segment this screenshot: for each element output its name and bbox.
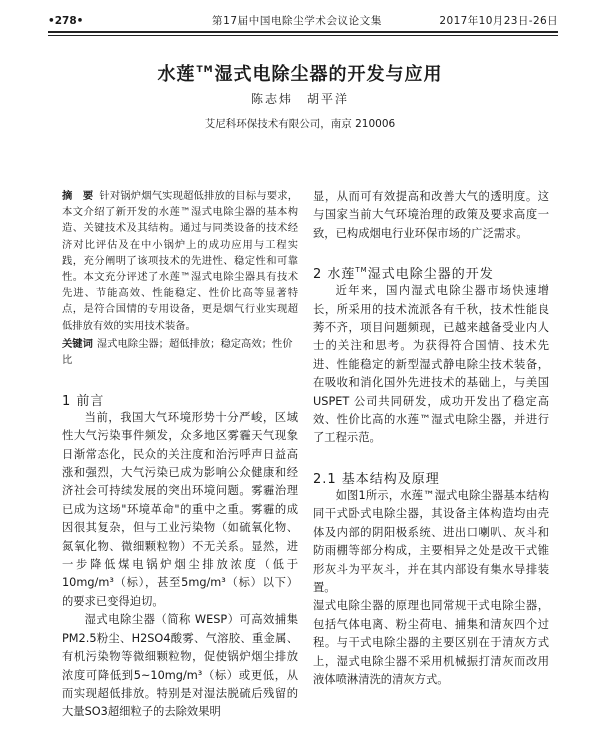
title-part-1: 水莲	[157, 64, 196, 85]
section-2-heading-part-1: 2 水莲	[313, 267, 356, 283]
abstract-label: 摘 要	[62, 190, 94, 202]
section-2-heading-part-2: 湿式电除尘器的开发	[367, 267, 494, 283]
right-column	[313, 188, 549, 689]
keywords-label: 关键词	[62, 337, 93, 350]
authors: 陈志炜 胡平洋	[250, 92, 349, 106]
header-rule-thick	[48, 31, 558, 33]
section-2-heading	[313, 263, 549, 282]
keywords	[62, 336, 298, 368]
section-2-1-heading: 2.1 基本结构及原理	[313, 471, 440, 487]
running-header	[48, 14, 558, 28]
keywords-text: 湿式电除尘器；超低排放；稳定高效；性价比	[62, 337, 293, 366]
continued-paragraph: 显，从而可有效提高和改善大气的透明度。这与国家当前大气环境治理的政策及要求高度一致，已构成烟电行业环保市场的广泛需求。	[313, 190, 549, 240]
abstract	[62, 188, 298, 334]
section-2-1-paragraph-2: 湿式电除尘器的原理也同常规干式电除尘器，包括气体电离、粉尘荷电、捕集和清灰四个过程。与干式电除尘器的主要区别在于清灰方式上，湿式电除尘器不采用机械振打清灰而改用液体喷淋清洗的清灰方式。	[313, 599, 549, 686]
article-title	[0, 60, 600, 86]
affiliation: 艾尼科环保技术有限公司，南京 210006	[204, 118, 396, 130]
section-2-1-paragraph-1: 如图1所示，水莲™湿式电除尘器基本结构同干式卧式电除尘器，其设备主体构造均由壳体及内部的阴阳极系统、进出口喇叭、灰斗和防雨棚等部分构成，主要相异之处是改干式锥形灰斗为平灰斗，并在其内部设有集水导排装置。	[313, 488, 549, 594]
conference-name: 第17届中国电除尘学术会议论文集	[212, 15, 382, 27]
abstract-text: 针对锅炉烟气实现超低排放的目标与要求，本文介绍了新开发的水莲™湿式电除尘器的基本构造、关键技术及其结构。通过与同类设备的技术经济对比评估及在中小锅炉上的成功应用与工程实践，充分阐明了该项技术的先进性、稳定性和可靠性。本文充分评述了水莲™湿式电除尘器具有技术先进、节能高效、性能稳定、性价比高等显著特点，是符合国情的专用设备，更是烟气行业实现超低排放有效的实用技术装备。	[62, 190, 299, 332]
title-part-2: 湿式电除尘器的开发与应用	[214, 64, 443, 85]
page-number: •278•	[48, 15, 84, 27]
section-2-paragraph-1: 近年来，国内湿式电除尘器市场快速增长，所采用的技术流派各有千秋，技术性能良莠不齐，项目问题频现，已越来越备受业内人士的关注和思考。为获得符合国情、技术先进、性能稳定的新型湿式静电除尘技术装备，在吸收和消化国外先进技术的基础上，与美国 USPET 公司共同研发，成功开发出了稳定高效、性价比高的水莲™湿式电除尘器，并进行了工程示范。	[313, 284, 549, 445]
section-1-paragraph-2: 湿式电除尘器（简称 WESP）可高效捕集PM2.5粉尘、H2SO4酸雾、气溶胶、重金属、有机污染物等微细颗粒物，促使锅炉烟尘排放浓度可降低到5~10mg/m³（标）或更低，从而实现超低排放。特别是对湿法脱硫后残留的大量SO3超细粒子的去除效果明	[62, 613, 298, 719]
section-2-tm-mark: TM	[355, 266, 368, 275]
left-column	[62, 188, 298, 722]
section-1-heading: 1 前言	[62, 393, 105, 409]
section-1-paragraph-1: 当前，我国大气环境形势十分严峻，区域性大气污染事件频发，众多地区雾霾天气现象日渐常态化，民众的关注度和治污呼声日益高涨和强烈，大气污染已成为影响公众健康和经济社会可持续发展的突出环境问题。雾霾治理已成为这场"环境革命"的重中之重。雾霾的成因很其复杂，但与工业污染物（如硫氧化物、氮氧化物、微细颗粒物）不无关系。显然，进一步降低煤电锅炉烟尘排放浓度（低于10mg/m³（标），甚至5mg/m³（标）以下）的要求已变得迫切。	[62, 410, 298, 608]
title-tm-mark: TM	[196, 65, 214, 75]
conference-date: 2017年10月23日-26日	[439, 15, 558, 27]
header-rule-thin	[48, 35, 558, 36]
